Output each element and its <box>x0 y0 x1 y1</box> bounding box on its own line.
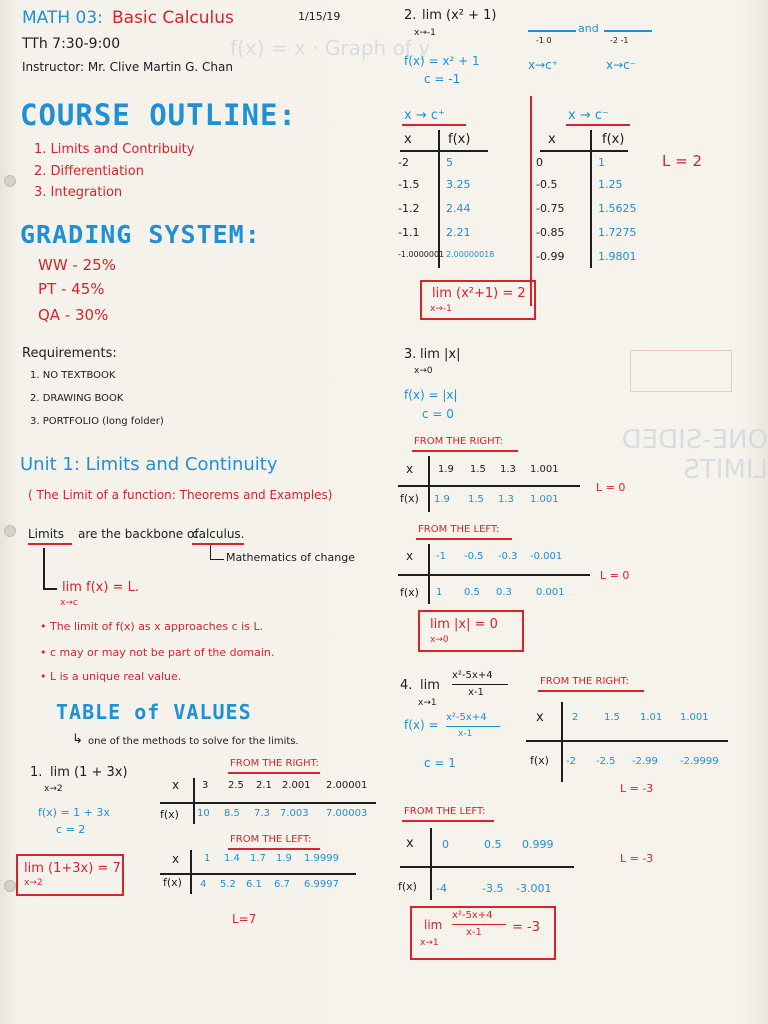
table-rule <box>190 850 192 894</box>
requirements-title: Requirements: <box>22 346 117 361</box>
ex3-left-fx-cell: 0.3 <box>496 587 512 598</box>
ex4-number: 4. <box>400 678 413 693</box>
ex1-fx-label: f(x) <box>160 808 179 821</box>
ex1-from-left: FROM THE LEFT: <box>230 834 312 845</box>
limit-bullet: • The limit of f(x) as x approaches c is L. <box>40 620 264 633</box>
number-line <box>528 30 576 32</box>
ex4-right-x-cell: 1.001 <box>680 712 709 723</box>
fraction-bar <box>452 684 508 685</box>
ex1-left-fx-cell: 6.1 <box>246 879 262 890</box>
ex4-from-left: FROM THE LEFT: <box>404 806 486 817</box>
underline <box>538 690 644 692</box>
ex4-L1: L = -3 <box>620 782 654 795</box>
ex2-x-r-cell: -1.2 <box>398 202 420 215</box>
ex1-right-fx-cell: 7.3 <box>254 808 270 819</box>
ex3-c-value: c = 0 <box>422 407 454 421</box>
ex3-L2: L = 0 <box>600 569 630 582</box>
ex2-c-value: c = -1 <box>424 72 461 86</box>
bleed-through: f(x) = x · Graph of y <box>230 36 431 60</box>
ex2-function: f(x) = x² + 1 <box>404 54 480 68</box>
ex3-right-x-cell: 1.001 <box>530 464 559 475</box>
fraction-bar <box>452 924 506 925</box>
instructor: Instructor: Mr. Clive Martin G. Chan <box>22 60 233 74</box>
date: 1/15/19 <box>298 10 341 23</box>
ex4-L2: L = -3 <box>620 852 654 865</box>
ex4-answer-numerator: x²-5x+4 <box>452 910 493 921</box>
x-to-c-plus: x→c⁺ <box>528 58 559 72</box>
ex2-f-r-cell: 3.25 <box>446 178 471 191</box>
number-line <box>604 30 652 32</box>
ex2-f-r-cell: 5 <box>446 156 453 169</box>
ex1-left-x-cell: 1.9999 <box>304 853 339 864</box>
ex1-right-fx-cell: 10 <box>197 808 210 819</box>
ex2-L: L = 2 <box>662 152 703 170</box>
ex2-answer-subscript: x→-1 <box>430 304 452 314</box>
ex4-x-label: x <box>536 710 544 725</box>
ex2-left-header: x → c⁻ <box>568 108 609 123</box>
ex4-left-fx-cell: -3.001 <box>516 882 552 895</box>
ex4-fx-label-2: f(x) <box>398 880 417 893</box>
limit-subscript: x→c <box>60 598 78 608</box>
ex2-x-r-cell: -1.5 <box>398 178 420 191</box>
outline-item: 3. Integration <box>34 185 123 200</box>
ex2-subscript: x→-1 <box>414 28 436 38</box>
ex2-f-l-cell: 1.7275 <box>598 226 637 239</box>
underline <box>228 848 320 850</box>
arrow-line <box>43 548 45 590</box>
ex4-answer-denominator: x-1 <box>466 927 482 938</box>
unit-title: Unit 1: Limits and Continuity <box>20 454 278 475</box>
ex4-right-fx-cell: -2.5 <box>596 756 616 767</box>
ex1-x-label-2: x <box>172 852 180 866</box>
ex1-right-x-cell: 2.1 <box>256 780 272 791</box>
number-line-and: and <box>578 22 599 35</box>
ex2-fx-label: f(x) <box>448 132 471 147</box>
ex3-right-fx-cell: 1.001 <box>530 494 559 505</box>
ex4-right-x-cell: 1.5 <box>604 712 620 723</box>
ex4-answer-lim: lim <box>424 918 443 932</box>
ex4-subscript: x→1 <box>418 698 437 708</box>
underline <box>566 124 630 126</box>
grade-pt: PT - 45% <box>38 280 105 298</box>
ex2-f-r-cell: 2.44 <box>446 202 471 215</box>
ex4-fn-numerator: x²-5x+4 <box>446 712 487 723</box>
ex2-f-l-cell: 1.9801 <box>598 250 637 263</box>
ex1-left-fx-cell: 5.2 <box>220 879 236 890</box>
ex1-left-fx-cell: 6.9997 <box>304 879 339 890</box>
ex2-x-l-cell: -0.75 <box>536 202 565 215</box>
ex2-f-l-cell: 1.25 <box>598 178 623 191</box>
outline-item: 1. Limits and Contribuity <box>34 142 195 157</box>
underline <box>416 538 512 540</box>
ex4-denominator: x-1 <box>468 687 484 698</box>
ex3-left-x-cell: -1 <box>436 551 446 562</box>
unit-subtitle: ( The Limit of a function: Theorems and Examples) <box>28 488 333 502</box>
ex1-right-fx-cell: 8.5 <box>224 808 240 819</box>
course-code: MATH 03: <box>22 8 103 28</box>
ex1-answer: lim (1+3x) = 7 <box>24 861 121 876</box>
ex4-left-fx-cell: -4 <box>436 882 447 895</box>
ex2-f-r-cell: 2.00000018 <box>446 250 495 259</box>
table-rule <box>540 150 628 152</box>
ex3-left-fx-cell: 0.5 <box>464 587 480 598</box>
number-line-ticks: -2 -1 <box>610 36 629 45</box>
fraction-bar <box>446 726 500 727</box>
number-line-ticks: -1 0 <box>536 36 552 45</box>
ex1-right-fx-cell: 7.00003 <box>326 808 368 819</box>
ex1-right-x-cell: 2.001 <box>282 780 311 791</box>
ex1-left-fx-cell: 4 <box>200 879 207 890</box>
underline <box>402 124 466 126</box>
ex3-left-fx-cell: 1 <box>436 587 443 598</box>
ex1-left-fx-cell: 6.7 <box>274 879 290 890</box>
ex2-x-r-cell: -1.1 <box>398 226 420 239</box>
course-name: Basic Calculus <box>112 8 234 28</box>
grade-ww: WW - 25% <box>38 256 116 274</box>
ex2-answer: lim (x²+1) = 2 <box>432 286 526 301</box>
backbone-text: are the backbone of <box>78 527 199 541</box>
table-rule <box>400 150 488 152</box>
arrow-line <box>43 588 57 590</box>
table-rule <box>428 544 430 604</box>
ex3-answer: lim |x| = 0 <box>430 617 498 632</box>
ex1-left-x-cell: 1.7 <box>250 853 266 864</box>
ex3-left-fx-cell: 0.001 <box>536 587 565 598</box>
binder-hole <box>4 880 16 892</box>
ex1-left-x-cell: 1.9 <box>276 853 292 864</box>
ex2-x-r-cell: -2 <box>398 156 409 169</box>
ex4-answer-subscript: x→1 <box>420 938 439 948</box>
ex2-right-header: x → c⁺ <box>404 108 445 123</box>
ex4-left-fx-cell: -3.5 <box>482 882 504 895</box>
ex1-right-fx-cell: 7.003 <box>280 808 309 819</box>
underline <box>412 450 518 452</box>
ex2-f-r-cell: 2.21 <box>446 226 471 239</box>
ex3-subscript: x→0 <box>414 366 433 376</box>
ex3-limit: lim |x| <box>420 347 461 362</box>
binder-hole <box>4 525 16 537</box>
ex3-x-label: x <box>406 462 414 476</box>
ex1-c-value: c = 2 <box>56 823 86 836</box>
ex1-right-x-cell: 3 <box>202 780 209 791</box>
requirement-item: 2. DRAWING BOOK <box>30 393 124 404</box>
ex4-limit: lim <box>420 678 440 693</box>
ex1-right-x-cell: 2.5 <box>228 780 244 791</box>
ex4-right-fx-cell: -2.9999 <box>680 756 719 767</box>
ex1-function: f(x) = 1 + 3x <box>38 806 110 819</box>
ex2-limit: lim (x² + 1) <box>422 8 497 23</box>
table-rule <box>526 740 728 742</box>
ex1-from-right: FROM THE RIGHT: <box>230 758 320 769</box>
underline <box>228 772 320 774</box>
requirement-item: 1. NO TEXTBOOK <box>30 370 116 381</box>
ex2-x-l-cell: 0 <box>536 156 543 169</box>
ex4-right-x-cell: 1.01 <box>640 712 663 723</box>
limit-bullet: • L is a unique real value. <box>40 670 182 683</box>
ex3-fx-label-2: f(x) <box>400 586 419 599</box>
ex4-left-x-cell: 0 <box>442 838 449 851</box>
ex3-right-x-cell: 1.3 <box>500 464 516 475</box>
schedule: TTh 7:30-9:00 <box>22 36 121 52</box>
ex3-right-fx-cell: 1.9 <box>434 494 450 505</box>
ex1-L: L=7 <box>232 912 257 926</box>
grading-system-title: GRADING SYSTEM: <box>20 220 261 249</box>
ex4-c-value: c = 1 <box>424 756 456 770</box>
ex1-right-x-cell: 2.00001 <box>326 780 368 791</box>
ex3-from-right: FROM THE RIGHT: <box>414 436 504 447</box>
column-divider <box>530 96 532 306</box>
ex3-x-label-2: x <box>406 549 414 563</box>
backbone-word-limits: Limits <box>28 527 64 541</box>
ex2-x-l-cell: -0.85 <box>536 226 565 239</box>
ex4-from-right: FROM THE RIGHT: <box>540 676 630 687</box>
course-outline-title: COURSE OUTLINE: <box>20 98 297 132</box>
ex4-left-x-cell: 0.5 <box>484 838 502 851</box>
ex2-x-l-cell: -0.99 <box>536 250 565 263</box>
bleed-through: ONE-SIDED LIMITS <box>621 425 768 485</box>
ex3-left-x-cell: -0.3 <box>498 551 518 562</box>
ex4-answer-value: = -3 <box>512 920 540 935</box>
arrow-line <box>210 559 224 560</box>
ex2-x-r-cell: -1.0000001 <box>398 250 445 259</box>
ex4-left-x-cell: 0.999 <box>522 838 554 851</box>
ex2-fx-label-2: f(x) <box>602 132 625 147</box>
bleed-through-box <box>630 350 732 392</box>
ex4-fn-denominator: x-1 <box>458 729 473 739</box>
ex1-x-label: x <box>172 778 180 792</box>
requirement-item: 3. PORTFOLIO (long folder) <box>30 416 164 427</box>
ex3-left-x-cell: -0.5 <box>464 551 484 562</box>
limit-definition: lim f(x) = L. <box>62 580 139 595</box>
ex4-right-x-cell: 2 <box>572 712 579 723</box>
arrow-line <box>210 545 211 559</box>
underline <box>28 543 72 545</box>
ex4-x-label-2: x <box>406 836 414 851</box>
ex4-numerator: x²-5x+4 <box>452 670 493 681</box>
table-of-values-title: TABLE of VALUES <box>56 700 252 724</box>
table-rule <box>428 456 430 512</box>
ex1-subscript: x→2 <box>44 784 63 794</box>
ex3-right-fx-cell: 1.3 <box>498 494 514 505</box>
tov-arrow: ↳ <box>72 732 83 747</box>
ex3-right-x-cell: 1.5 <box>470 464 486 475</box>
ex3-right-fx-cell: 1.5 <box>468 494 484 505</box>
ex1-fx-label-2: f(x) <box>163 876 182 889</box>
underline <box>192 543 244 545</box>
limit-bullet: • c may or may not be part of the domain. <box>40 646 275 659</box>
ex3-answer-subscript: x→0 <box>430 635 449 645</box>
ex2-f-l-cell: 1 <box>598 156 605 169</box>
grade-qa: QA - 30% <box>38 306 109 324</box>
table-rule <box>398 485 580 487</box>
backbone-word-calculus: calculus. <box>192 527 245 541</box>
outline-item: 2. Differentiation <box>34 164 144 179</box>
table-rule <box>398 574 590 576</box>
table-rule <box>193 778 195 824</box>
ex1-left-x-cell: 1.4 <box>224 853 240 864</box>
ex2-number: 2. <box>404 8 417 23</box>
x-to-c-minus: x→c⁻ <box>606 58 637 72</box>
ex3-function: f(x) = |x| <box>404 388 458 402</box>
ex4-right-fx-cell: -2 <box>566 756 576 767</box>
underline <box>402 820 494 822</box>
mathematics-of-change: Mathematics of change <box>226 551 355 564</box>
ex1-left-x-cell: 1 <box>204 853 211 864</box>
ex3-L1: L = 0 <box>596 481 626 494</box>
table-rule <box>430 828 432 900</box>
ex2-x-l-cell: -0.5 <box>536 178 558 191</box>
ex2-x-label-2: x <box>548 132 556 147</box>
ex4-function: f(x) = <box>404 718 439 732</box>
ex1-number: 1. <box>30 765 43 780</box>
ex3-fx-label: f(x) <box>400 492 419 505</box>
ex3-from-left: FROM THE LEFT: <box>418 524 500 535</box>
table-rule <box>400 866 574 868</box>
ex3-right-x-cell: 1.9 <box>438 464 454 475</box>
ex1-limit: lim (1 + 3x) <box>50 765 128 780</box>
ex3-number: 3. <box>404 347 417 362</box>
ex1-answer-subscript: x→2 <box>24 878 43 888</box>
ex2-f-l-cell: 1.5625 <box>598 202 637 215</box>
table-rule <box>561 702 563 782</box>
ex2-x-label: x <box>404 132 412 147</box>
tov-note: one of the methods to solve for the limits. <box>88 736 299 747</box>
ex4-fx-label: f(x) <box>530 754 549 767</box>
binder-hole <box>4 175 16 187</box>
ex3-left-x-cell: -0.001 <box>530 551 563 562</box>
ex4-right-fx-cell: -2.99 <box>632 756 658 767</box>
